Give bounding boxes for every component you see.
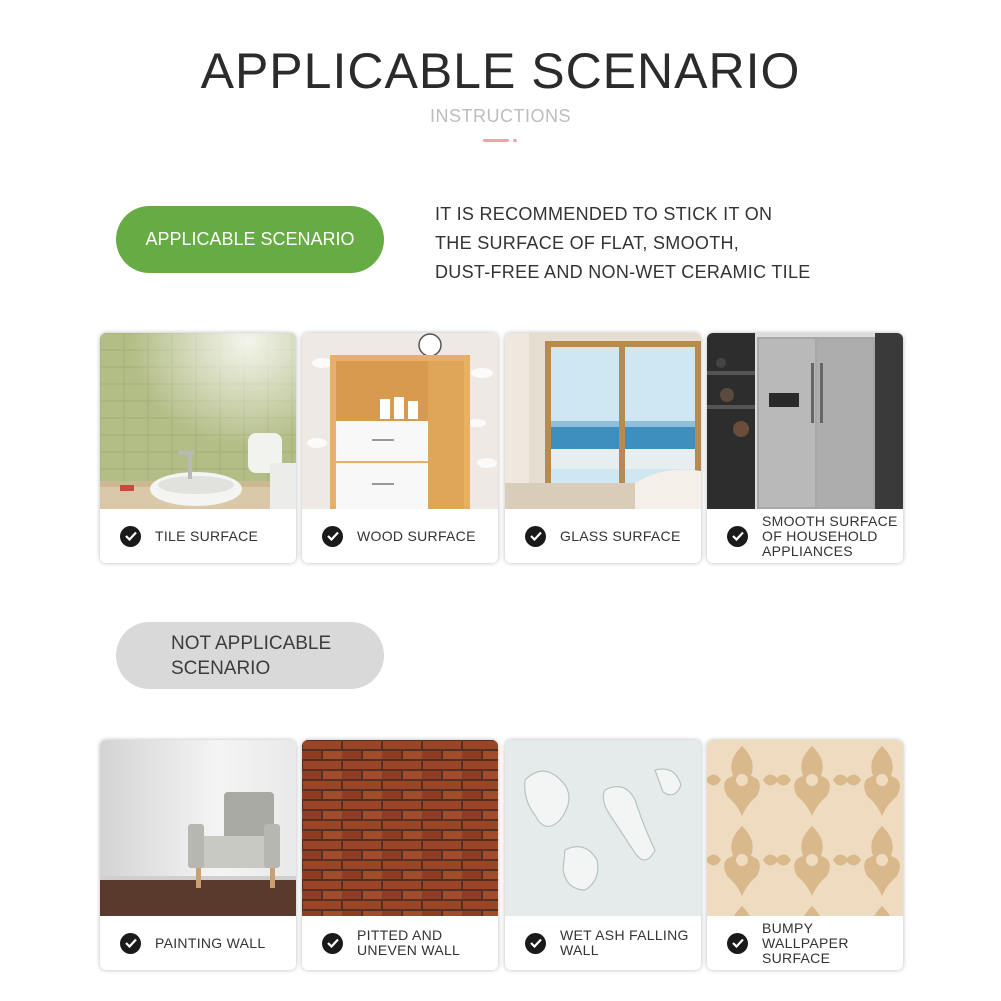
card-label-line: SURFACE bbox=[762, 949, 831, 966]
check-circle-icon bbox=[120, 526, 141, 547]
wood-cabinet-image bbox=[302, 333, 498, 509]
card-label-row bbox=[505, 509, 701, 563]
not-applicable-badge-line: SCENARIO bbox=[171, 657, 271, 679]
card-glass-surface bbox=[505, 333, 701, 563]
brick-wall-image bbox=[302, 740, 498, 916]
card-painting-wall bbox=[100, 740, 296, 970]
card-label-line: WALLPAPER bbox=[762, 934, 849, 951]
card-label-row bbox=[302, 916, 498, 970]
peeling-wall-image bbox=[505, 740, 701, 916]
card-label-line: PITTED AND bbox=[357, 927, 443, 943]
card-label-line: WALL bbox=[560, 942, 599, 958]
card-label-line: WOOD SURFACE bbox=[357, 527, 476, 544]
card-label-row bbox=[707, 916, 903, 970]
applicable-badge-label: APPLICABLE SCENARIO bbox=[145, 229, 355, 249]
applicable-badge bbox=[116, 206, 384, 273]
card-label-line: WET ASH FALLING bbox=[560, 927, 689, 943]
card-label-row bbox=[100, 509, 296, 563]
not-applicable-badge-line: NOT APPLICABLE bbox=[171, 632, 332, 654]
card-wet-ash-wall bbox=[505, 740, 701, 970]
card-label bbox=[357, 529, 476, 544]
card-label bbox=[357, 928, 460, 958]
card-label bbox=[560, 928, 689, 958]
card-label-row bbox=[505, 916, 701, 970]
damask-wallpaper-image bbox=[707, 740, 903, 916]
recommendation-note bbox=[435, 200, 875, 287]
card-label-line: PAINTING WALL bbox=[155, 934, 266, 951]
card-label-line: APPLIANCES bbox=[762, 542, 853, 559]
page-title: APPLICABLE SCENARIO bbox=[200, 43, 801, 99]
card-label bbox=[762, 921, 849, 966]
card-label-line: TILE SURFACE bbox=[155, 527, 259, 544]
card-label bbox=[155, 529, 258, 544]
card-label-row bbox=[100, 916, 296, 970]
not-applicable-badge bbox=[116, 622, 384, 689]
card-label bbox=[762, 514, 898, 559]
note-line: DUST-FREE AND NON-WET CERAMIC TILE bbox=[435, 262, 811, 282]
check-circle-icon bbox=[120, 933, 141, 954]
card-wood-surface bbox=[302, 333, 498, 563]
card-uneven-wall bbox=[302, 740, 498, 970]
card-label-row bbox=[302, 509, 498, 563]
card-label bbox=[560, 529, 681, 544]
refrigerator-image bbox=[707, 333, 903, 509]
check-circle-icon bbox=[322, 933, 343, 954]
card-label-line: OF HOUSEHOLD bbox=[762, 527, 878, 544]
card-tile-surface bbox=[100, 333, 296, 563]
check-circle-icon bbox=[525, 933, 546, 954]
painted-wall-image bbox=[100, 740, 296, 916]
card-label bbox=[155, 936, 265, 951]
check-circle-icon bbox=[727, 933, 748, 954]
check-circle-icon bbox=[525, 526, 546, 547]
card-label-row bbox=[707, 509, 903, 563]
note-line: THE SURFACE OF FLAT, SMOOTH, bbox=[435, 233, 740, 253]
check-circle-icon bbox=[727, 526, 748, 547]
card-appliance-surface bbox=[707, 333, 903, 563]
card-label-line: UNEVEN WALL bbox=[357, 942, 461, 958]
accent-divider-dot bbox=[513, 139, 517, 142]
tile-bathroom-image bbox=[100, 333, 296, 509]
card-label-line: BUMPY bbox=[762, 919, 814, 936]
glass-door-image bbox=[505, 333, 701, 509]
check-circle-icon bbox=[322, 526, 343, 547]
accent-divider bbox=[483, 139, 509, 142]
card-label-line: GLASS SURFACE bbox=[560, 527, 681, 544]
card-label-line: SMOOTH SURFACE bbox=[762, 512, 898, 529]
note-line: IT IS RECOMMENDED TO STICK IT ON bbox=[435, 204, 773, 224]
card-bumpy-wallpaper bbox=[707, 740, 903, 970]
page-subtitle: INSTRUCTIONS bbox=[430, 106, 571, 126]
